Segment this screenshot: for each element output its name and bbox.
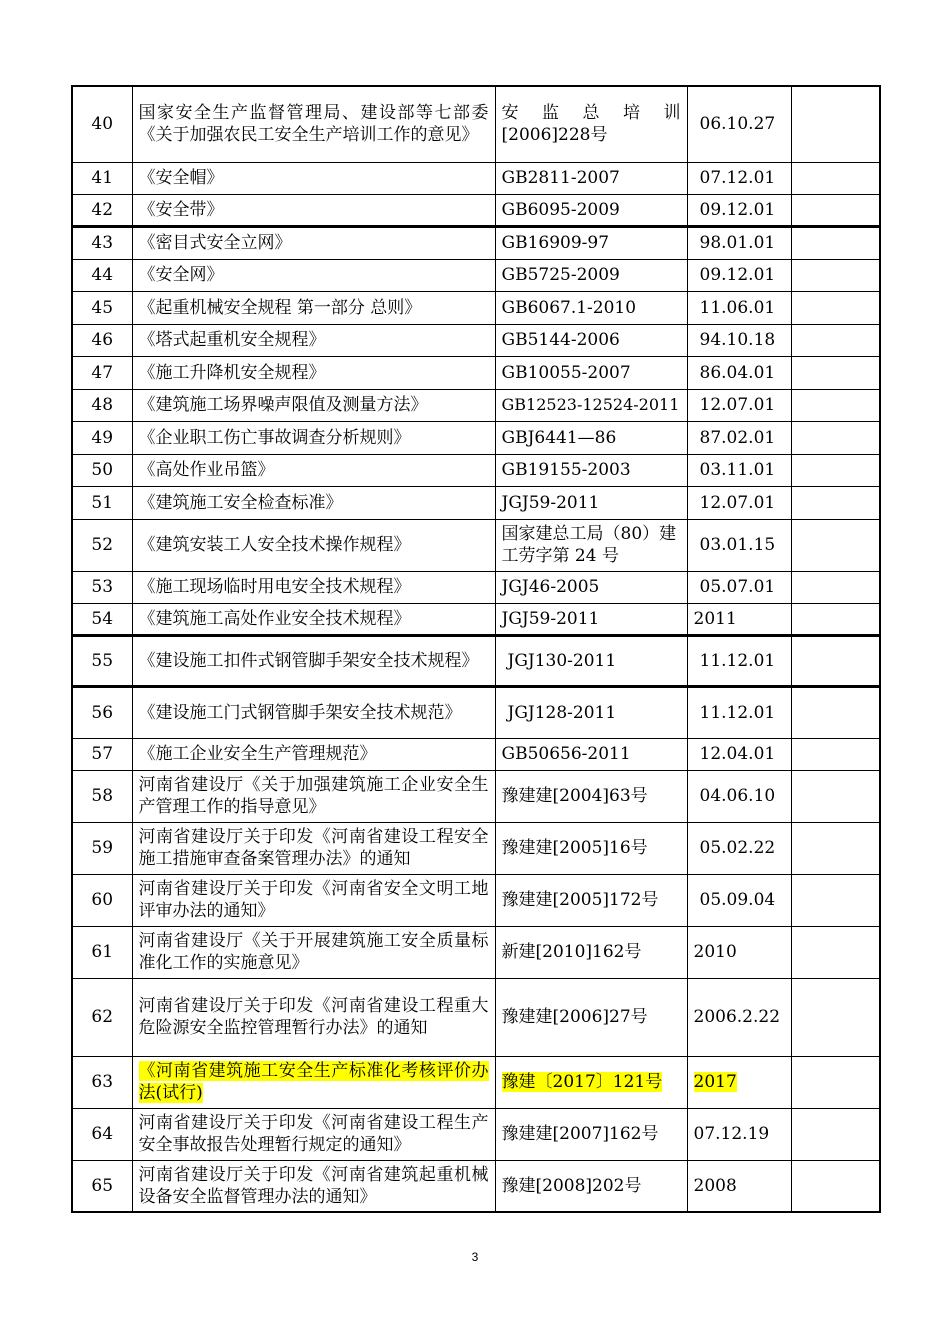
regulation-code: GB6067.1-2010 — [495, 291, 687, 324]
regulation-code: 豫建建[2005]16号 — [495, 822, 687, 874]
regulation-name: 《施工升降机安全规程》 — [132, 356, 495, 389]
regulation-code: GB50656-2011 — [495, 738, 687, 770]
table-row — [72, 194, 880, 226]
highlighted-regulation-code: 豫建〔2017〕121号 — [501, 1072, 663, 1092]
effective-date: 07.12.19 — [687, 1108, 791, 1160]
row-number: 54 — [72, 603, 132, 635]
regulation-name-highlighted — [132, 1056, 495, 1108]
regulation-code: JGJ128-2011 — [495, 686, 687, 738]
effective-date: 87.02.01 — [687, 421, 791, 454]
remarks — [791, 86, 880, 162]
regulation-code: JGJ59-2011 — [495, 603, 687, 635]
effective-date: 09.12.01 — [687, 194, 791, 226]
remarks — [791, 421, 880, 454]
row-number: 47 — [72, 356, 132, 389]
row-number: 63 — [72, 1056, 132, 1108]
row-number: 50 — [72, 454, 132, 486]
regulation-name: 《施工现场临时用电安全技术规程》 — [132, 571, 495, 603]
table-row — [72, 635, 880, 686]
row-number: 57 — [72, 738, 132, 770]
table-row — [72, 356, 880, 389]
effective-date: 12.07.01 — [687, 389, 791, 421]
regulation-code: GB16909-97 — [495, 226, 687, 259]
row-number: 64 — [72, 1108, 132, 1160]
remarks — [791, 389, 880, 421]
effective-date: 12.07.01 — [687, 486, 791, 519]
regulation-code: 豫建建[2007]162号 — [495, 1108, 687, 1160]
table-row — [72, 1108, 880, 1160]
table-row — [72, 822, 880, 874]
regulation-name: 《建设施工扣件式钢管脚手架安全技术规程》 — [132, 635, 495, 686]
regulation-name: 《建筑施工场界噪声限值及测量方法》 — [132, 389, 495, 421]
table-row — [72, 770, 880, 822]
table-row — [72, 162, 880, 194]
row-number: 58 — [72, 770, 132, 822]
table-row — [72, 1056, 880, 1108]
row-number: 60 — [72, 874, 132, 926]
remarks — [791, 603, 880, 635]
table-row — [72, 486, 880, 519]
remarks — [791, 770, 880, 822]
row-number: 62 — [72, 978, 132, 1056]
effective-date: 11.12.01 — [687, 686, 791, 738]
row-number: 56 — [72, 686, 132, 738]
table-row — [72, 1160, 880, 1212]
row-number: 53 — [72, 571, 132, 603]
regulation-name: 河南省建设厅《关于开展建筑施工安全质量标准化工作的实施意见》 — [132, 926, 495, 978]
remarks — [791, 356, 880, 389]
table-row — [72, 603, 880, 635]
table-row — [72, 926, 880, 978]
regulation-name: 《塔式起重机安全规程》 — [132, 324, 495, 356]
table-row — [72, 454, 880, 486]
table-row — [72, 226, 880, 259]
row-number: 65 — [72, 1160, 132, 1212]
regulation-code: GB10055-2007 — [495, 356, 687, 389]
regulation-name: 河南省建设厅关于印发《河南省建筑起重机械设备安全监督管理办法的通知》 — [132, 1160, 495, 1212]
regulation-name: 《建设施工门式钢管脚手架安全技术规范》 — [132, 686, 495, 738]
regulation-code: GB5725-2009 — [495, 259, 687, 291]
regulation-code: JGJ46-2005 — [495, 571, 687, 603]
effective-date: 11.12.01 — [687, 635, 791, 686]
effective-date: 86.04.01 — [687, 356, 791, 389]
remarks — [791, 226, 880, 259]
remarks — [791, 926, 880, 978]
effective-date: 2006.2.22 — [687, 978, 791, 1056]
regulation-name: 《建筑施工高处作业安全技术规程》 — [132, 603, 495, 635]
row-number: 40 — [72, 86, 132, 162]
row-number: 45 — [72, 291, 132, 324]
row-number: 48 — [72, 389, 132, 421]
effective-date: 2008 — [687, 1160, 791, 1212]
remarks — [791, 1108, 880, 1160]
regulation-name: 《建筑安装工人安全技术操作规程》 — [132, 519, 495, 571]
remarks — [791, 519, 880, 571]
row-number: 55 — [72, 635, 132, 686]
remarks — [791, 571, 880, 603]
regulation-code: 豫建建[2005]172号 — [495, 874, 687, 926]
effective-date: 05.09.04 — [687, 874, 791, 926]
regulation-code: 豫建[2008]202号 — [495, 1160, 687, 1212]
effective-date: 06.10.27 — [687, 86, 791, 162]
table-row — [72, 389, 880, 421]
remarks — [791, 194, 880, 226]
highlighted-regulation-name: 《河南省建筑施工安全生产标准化考核评价办法(试行) — [138, 1061, 489, 1103]
remarks — [791, 1056, 880, 1108]
regulation-name: 《密目式安全立网》 — [132, 226, 495, 259]
row-number: 52 — [72, 519, 132, 571]
regulation-code: 国家建总工局（80）建工劳字第 24 号 — [495, 519, 687, 571]
regulation-name: 《建筑施工安全检查标准》 — [132, 486, 495, 519]
regulation-code: GBJ6441—86 — [495, 421, 687, 454]
regulation-name: 河南省建设厅关于印发《河南省安全文明工地评审办法的通知》 — [132, 874, 495, 926]
regulation-code: 豫建建[2006]27号 — [495, 978, 687, 1056]
highlighted-effective-date: 2017 — [693, 1072, 737, 1092]
regulation-name: 《安全帽》 — [132, 162, 495, 194]
table-row — [72, 686, 880, 738]
regulation-code: JGJ59-2011 — [495, 486, 687, 519]
regulation-name: 河南省建设厅关于印发《河南省建设工程生产安全事故报告处理暂行规定的通知》 — [132, 1108, 495, 1160]
regulation-code: 新建[2010]162号 — [495, 926, 687, 978]
effective-date: 94.10.18 — [687, 324, 791, 356]
page-number: 3 — [471, 1250, 479, 1264]
regulation-name: 《起重机械安全规程 第一部分 总则》 — [132, 291, 495, 324]
regulations-table — [71, 85, 881, 1213]
effective-date: 2011 — [687, 603, 791, 635]
row-number: 49 — [72, 421, 132, 454]
effective-date: 07.12.01 — [687, 162, 791, 194]
regulation-name: 河南省建设厅关于印发《河南省建设工程安全施工措施审查备案管理办法》的通知 — [132, 822, 495, 874]
effective-date: 98.01.01 — [687, 226, 791, 259]
table-row — [72, 291, 880, 324]
table-row — [72, 259, 880, 291]
effective-date: 04.06.10 — [687, 770, 791, 822]
remarks — [791, 822, 880, 874]
regulation-code: GB5144-2006 — [495, 324, 687, 356]
remarks — [791, 486, 880, 519]
remarks — [791, 454, 880, 486]
regulation-code: 豫建建[2004]63号 — [495, 770, 687, 822]
row-number: 43 — [72, 226, 132, 259]
row-number: 42 — [72, 194, 132, 226]
regulation-code: GB2811-2007 — [495, 162, 687, 194]
effective-date: 11.06.01 — [687, 291, 791, 324]
regulation-code: GB19155-2003 — [495, 454, 687, 486]
regulation-name: 《高处作业吊篮》 — [132, 454, 495, 486]
remarks — [791, 259, 880, 291]
table-row — [72, 324, 880, 356]
row-number: 51 — [72, 486, 132, 519]
remarks — [791, 686, 880, 738]
row-number: 44 — [72, 259, 132, 291]
regulation-name: 《安全网》 — [132, 259, 495, 291]
remarks — [791, 162, 880, 194]
effective-date-highlighted — [687, 1056, 791, 1108]
remarks — [791, 635, 880, 686]
row-number: 61 — [72, 926, 132, 978]
regulation-code: 安 监 总 培 训[2006]228号 — [495, 86, 687, 162]
regulation-code: GB12523-12524-2011 — [495, 389, 687, 421]
regulation-name: 《施工企业安全生产管理规范》 — [132, 738, 495, 770]
regulation-name: 河南省建设厅关于印发《河南省建设工程重大危险源安全监控管理暂行办法》的通知 — [132, 978, 495, 1056]
regulation-code: JGJ130-2011 — [495, 635, 687, 686]
row-number: 41 — [72, 162, 132, 194]
regulation-name: 国家安全生产监督管理局、建设部等七部委《关于加强农民工安全生产培训工作的意见》 — [132, 86, 495, 162]
effective-date: 05.07.01 — [687, 571, 791, 603]
effective-date: 03.01.15 — [687, 519, 791, 571]
effective-date: 2010 — [687, 926, 791, 978]
table-row — [72, 519, 880, 571]
remarks — [791, 738, 880, 770]
row-number: 59 — [72, 822, 132, 874]
regulation-code: GB6095-2009 — [495, 194, 687, 226]
remarks — [791, 978, 880, 1056]
effective-date: 03.11.01 — [687, 454, 791, 486]
regulation-name: 《安全带》 — [132, 194, 495, 226]
row-number: 46 — [72, 324, 132, 356]
table-row — [72, 86, 880, 162]
remarks — [791, 874, 880, 926]
table-row — [72, 738, 880, 770]
table-row — [72, 874, 880, 926]
effective-date: 05.02.22 — [687, 822, 791, 874]
effective-date: 12.04.01 — [687, 738, 791, 770]
remarks — [791, 1160, 880, 1212]
table-row — [72, 421, 880, 454]
regulation-name: 河南省建设厅《关于加强建筑施工企业安全生产管理工作的指导意见》 — [132, 770, 495, 822]
table-row — [72, 978, 880, 1056]
remarks — [791, 291, 880, 324]
remarks — [791, 324, 880, 356]
effective-date: 09.12.01 — [687, 259, 791, 291]
table-row — [72, 571, 880, 603]
regulation-code-highlighted — [495, 1056, 687, 1108]
regulation-name: 《企业职工伤亡事故调查分析规则》 — [132, 421, 495, 454]
